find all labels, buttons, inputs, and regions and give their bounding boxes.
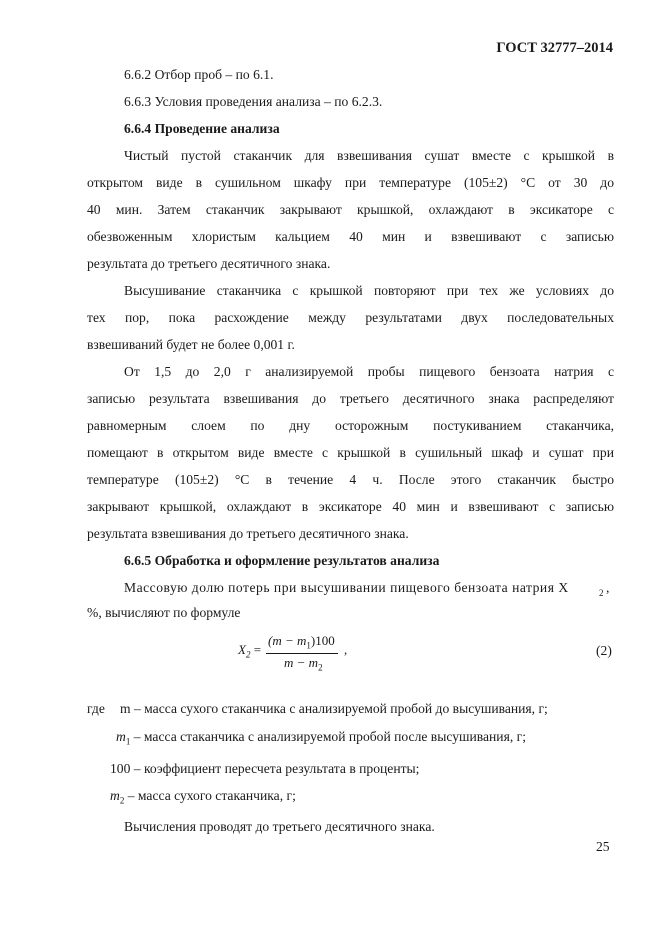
paragraph-line: Высушивание стаканчика с крышкой повторяют при тех же условиях до xyxy=(124,283,614,298)
var-symbol: m xyxy=(116,729,126,744)
paragraph-line: помещают в открытом виде вместе с крышкой в сушильный шкаф и сушат при xyxy=(87,445,614,460)
paragraph-line: взвешиваний будет не более 0,001 г. xyxy=(87,337,295,352)
where-label: где xyxy=(87,701,105,716)
formula-2 xyxy=(236,633,356,673)
formula-numerator: $(m - m_1)100$ xyxy=(268,633,335,651)
paragraph-line: открытом виде в сушильном шкафу при температуре (105±2) °С от 30 до xyxy=(87,175,614,190)
formula-denominator: $m - m_2$ xyxy=(284,655,323,673)
equation-number: (2) xyxy=(596,643,612,658)
paragraph-text: Массовую долю потерь при высушивании пищевого бензоата натрия X xyxy=(124,580,569,595)
heading-6-6-5: 6.6.5 Обработка и оформление результатов анализа xyxy=(124,553,440,568)
formula-comma: , xyxy=(344,642,348,657)
paragraph-line: температуре (105±2) °С в течение 4 ч. После этого стаканчик быстро xyxy=(87,472,614,487)
section-6-6-2: 6.6.2 Отбор проб – по 6.1. xyxy=(124,67,274,82)
heading-6-6-4: 6.6.4 Проведение анализа xyxy=(124,121,280,136)
variable-m: m – масса сухого стаканчика с анализируемой пробой до высушивания, г; xyxy=(120,701,548,716)
paragraph-line: результата до третьего десятичного знака. xyxy=(87,256,331,271)
paragraph-line: закрывают крышкой, охлаждают в эксикаторе 40 мин и взвешивают с записью xyxy=(87,499,614,514)
page-number: 25 xyxy=(596,839,610,854)
punctuation: , xyxy=(606,580,610,595)
paragraph-line: Чистый пустой стаканчик для взвешивания сушат вместе с крышкой в xyxy=(124,148,614,163)
paragraph-line: результата взвешивания до третьего десятичного знака. xyxy=(87,526,409,541)
var-desc: – масса стаканчика с анализируемой пробой после высушивания, г; xyxy=(130,729,526,744)
subscript: 2 xyxy=(599,588,604,598)
paragraph-line: равномерным слоем по дну осторожным постукиванием стаканчика, xyxy=(87,418,614,433)
paragraph-line: %, вычисляют по формуле xyxy=(87,605,241,620)
paragraph-line: записью результата взвешивания до третьего десятичного знака распределяют xyxy=(87,391,614,406)
paragraph-line: 40 мин. Затем стаканчик закрывают крышкой, охлаждают в эксикаторе с xyxy=(87,202,614,217)
paragraph-line: тех пор, пока расхождение между результатами двух последовательных xyxy=(87,310,614,325)
section-6-6-3: 6.6.3 Условия проведения анализа – по 6.2.3. xyxy=(124,94,383,109)
var-subscript: 2 xyxy=(119,795,125,806)
standard-header: ГОСТ 32777–2014 xyxy=(496,40,613,56)
var-subscript: 1 xyxy=(125,736,131,747)
formula-lhs: $X_2$ = xyxy=(238,642,262,660)
paragraph-line xyxy=(124,579,614,597)
var-symbol: m xyxy=(110,788,120,803)
final-note: Вычисления проводят до третьего десятичного знака. xyxy=(124,819,435,834)
variable-m2 xyxy=(110,787,296,810)
paragraph-line: От 1,5 до 2,0 г анализируемой пробы пищевого бензоата натрия с xyxy=(124,364,614,379)
var-desc: – масса сухого стаканчика, г; xyxy=(124,788,296,803)
paragraph-line: обезвоженным хлористым кальцием 40 мин и взвешивают с записью xyxy=(87,229,614,244)
coefficient-100: 100 – коэффициент пересчета результата в проценты; xyxy=(110,761,420,776)
fraction-bar xyxy=(266,653,338,654)
variable-m1 xyxy=(116,728,526,751)
